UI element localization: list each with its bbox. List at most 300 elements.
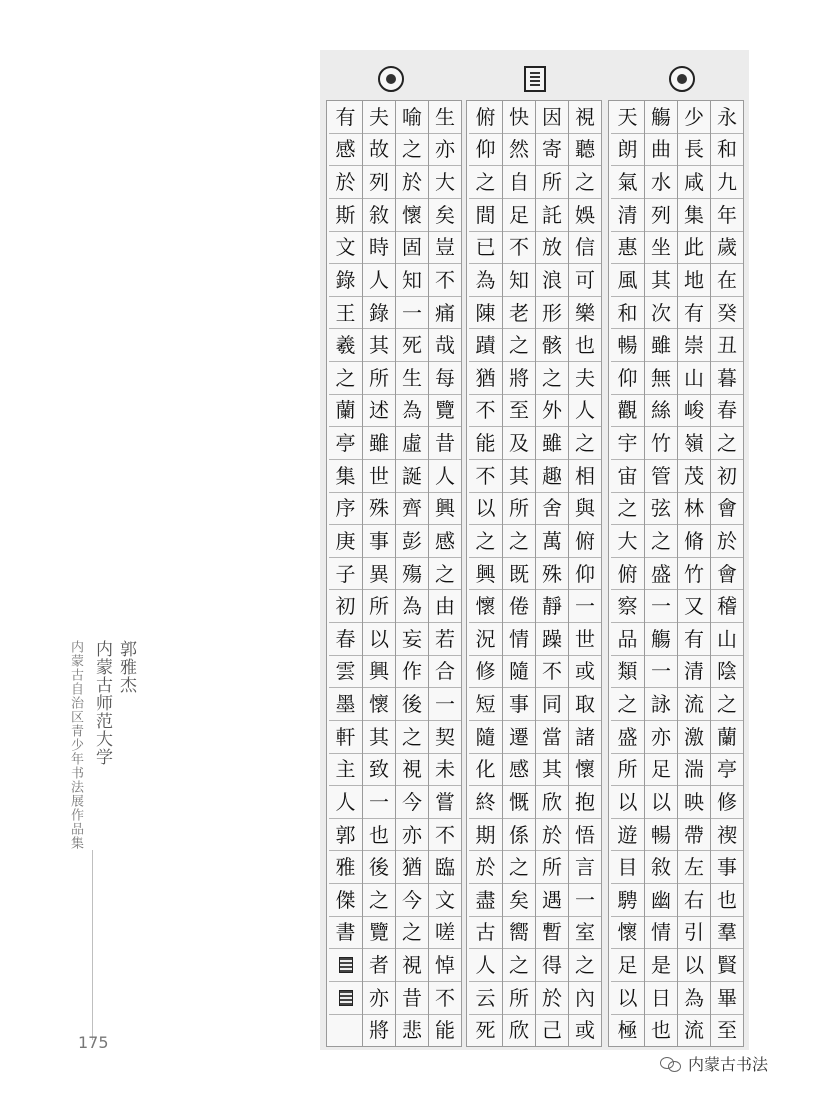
- grid-cell: 仰: [611, 362, 644, 395]
- grid-cell: 至: [717, 1018, 737, 1043]
- grid-cell: 有: [329, 101, 362, 134]
- grid-cell: 左: [678, 851, 710, 884]
- grid-cell: 以: [611, 982, 644, 1015]
- grid-cell: 嘗: [429, 786, 461, 819]
- grid-cell: [329, 1015, 362, 1047]
- grid-cell: 今: [396, 884, 428, 917]
- grid-cell: 一: [429, 688, 461, 721]
- grid-cell: 感: [329, 134, 362, 167]
- grid-cell: 可: [569, 264, 601, 297]
- grid-cell: 足: [611, 949, 644, 982]
- grid-cell: 不: [469, 460, 502, 493]
- grid-cell: 世: [363, 460, 395, 493]
- grid-cell: 事: [363, 525, 395, 558]
- grid-cell: 察: [611, 590, 644, 623]
- grid-cell: 水: [645, 166, 677, 199]
- grid-cell: 喻: [396, 101, 428, 134]
- grid-cell: 既: [503, 558, 535, 591]
- grid-cell: 信: [569, 232, 601, 265]
- grid-cell: 誕: [396, 460, 428, 493]
- grid-cell: 暢: [611, 329, 644, 362]
- watermark-text: 内蒙古书法: [688, 1055, 769, 1074]
- signature-seal-icon: [339, 957, 353, 973]
- grid-cell: 不: [429, 264, 461, 297]
- grid-cell: 之: [611, 688, 644, 721]
- grid-cell: 亦: [429, 134, 461, 167]
- grid-cell: 樂: [569, 297, 601, 330]
- grid-cell: 於: [536, 982, 568, 1015]
- grid-cell: 契: [429, 721, 461, 754]
- grid-cell: 也: [651, 1018, 671, 1043]
- author-name: 郭雅杰: [116, 640, 136, 694]
- grid-cell: 幽: [645, 884, 677, 917]
- grid-cell: 視: [569, 101, 601, 134]
- grid-cell: 羣: [711, 917, 743, 950]
- grid-cell: 期: [469, 819, 502, 852]
- grid-cell: 者: [363, 949, 395, 982]
- grid-cell: 山: [678, 362, 710, 395]
- grid-cell: 夫: [363, 101, 395, 134]
- grid-cell: 所: [611, 754, 644, 787]
- grid-cell: 致: [363, 754, 395, 787]
- grid-cell: 茂: [678, 460, 710, 493]
- grid-cell: 足: [503, 199, 535, 232]
- signature-seal-icon: [339, 990, 353, 1006]
- grid-panel-middle: [466, 100, 602, 1047]
- grid-cell: 坐: [645, 232, 677, 265]
- grid-cell: 類: [611, 656, 644, 689]
- grid-cell: 欣: [536, 786, 568, 819]
- grid-cell: 品: [611, 623, 644, 656]
- grid-cell: 妄: [396, 623, 428, 656]
- grid-cell: 人: [363, 264, 395, 297]
- grid-cell: 隨: [469, 721, 502, 754]
- calligraphy-artwork: [320, 50, 749, 1050]
- grid-cell: 未: [429, 754, 461, 787]
- grid-cell: 仰: [469, 134, 502, 167]
- grid-column: [428, 101, 461, 1046]
- grid-cell: 俯: [469, 101, 502, 134]
- grid-cell: 覽: [363, 917, 395, 950]
- grid-cell: 春: [329, 623, 362, 656]
- grid-cell: 諸: [569, 721, 601, 754]
- grid-cell: 庚: [329, 525, 362, 558]
- grid-cell: 將: [369, 1018, 389, 1043]
- grid-cell: 自: [503, 166, 535, 199]
- margin-divider: [92, 850, 93, 1040]
- grid-cell: 有: [678, 623, 710, 656]
- grid-cell: 之: [569, 949, 601, 982]
- grid-cell: 列: [645, 199, 677, 232]
- grid-cell: 不: [429, 982, 461, 1015]
- grid-cell: 之: [611, 493, 644, 526]
- grid-cell: 言: [569, 851, 601, 884]
- grid-cell: 集: [329, 460, 362, 493]
- grid-cell: 為: [396, 590, 428, 623]
- grid-cell: 脩: [678, 525, 710, 558]
- grid-cell: 所: [536, 851, 568, 884]
- grid-cell: 託: [536, 199, 568, 232]
- grid-cell: 氣: [611, 166, 644, 199]
- grid-cell: 俯: [611, 558, 644, 591]
- grid-cell: 以: [678, 949, 710, 982]
- grid-cell: 惠: [611, 232, 644, 265]
- grid-cell: 抱: [569, 786, 601, 819]
- grid-cell: 內: [569, 982, 601, 1015]
- grid-cell: 禊: [711, 819, 743, 852]
- grid-cell: 與: [569, 493, 601, 526]
- grid-cell: 盡: [469, 884, 502, 917]
- grid-cell: 倦: [503, 590, 535, 623]
- grid-cell: 觴: [645, 101, 677, 134]
- grid-cell: 殊: [536, 558, 568, 591]
- grid-cell: 之: [396, 134, 428, 167]
- grid-column: [677, 101, 710, 1046]
- grid-cell: 形: [536, 297, 568, 330]
- grid-cell: 之: [469, 166, 502, 199]
- grid-cell: 修: [469, 656, 502, 689]
- grid-cell: 書: [329, 917, 362, 950]
- grid-cell: 遊: [611, 819, 644, 852]
- grid-cell: 無: [645, 362, 677, 395]
- grid-cell: 事: [711, 851, 743, 884]
- grid-cell: 和: [611, 297, 644, 330]
- grid-cell: 感: [429, 525, 461, 558]
- grid-cell: 臨: [429, 851, 461, 884]
- grid-cell: 斯: [329, 199, 362, 232]
- grid-cell: 異: [363, 558, 395, 591]
- grid-cell: 極: [617, 1018, 638, 1043]
- grid-cell: 之: [645, 525, 677, 558]
- grid-cell: 仰: [569, 558, 601, 591]
- grid-cell: 事: [503, 688, 535, 721]
- grid-cell: 蘭: [711, 721, 743, 754]
- grid-cell: 羲: [329, 329, 362, 362]
- grid-cell: 視: [396, 949, 428, 982]
- grid-cell: 悟: [569, 819, 601, 852]
- grid-cell: 地: [678, 264, 710, 297]
- grid-cell: 當: [536, 721, 568, 754]
- grid-cell: 亭: [711, 754, 743, 787]
- grid-cell: 其: [536, 754, 568, 787]
- grid-cell: 靜: [536, 590, 568, 623]
- grid-cell: 崇: [678, 329, 710, 362]
- grid-cell: 終: [469, 786, 502, 819]
- grid-cell: 懷: [396, 199, 428, 232]
- grid-panel-right: [608, 100, 744, 1047]
- grid-cell: [329, 982, 362, 1015]
- grid-cell: 畢: [711, 982, 743, 1015]
- grid-cell: 之: [396, 917, 428, 950]
- grid-cell: 是: [645, 949, 677, 982]
- grid-cell: 興: [429, 493, 461, 526]
- margin-caption: [60, 640, 140, 1060]
- grid-cell: 一: [396, 297, 428, 330]
- grid-cell: 因: [536, 101, 568, 134]
- grid-column: [329, 101, 362, 1046]
- grid-cell: 不: [503, 232, 535, 265]
- grid-cell: 詠: [645, 688, 677, 721]
- grid-cell: 歲: [711, 232, 743, 265]
- grid-cell: 激: [678, 721, 710, 754]
- grid-cell: 感: [503, 754, 535, 787]
- grid-cell: 短: [469, 688, 502, 721]
- grid-cell: 林: [678, 493, 710, 526]
- grid-cell: 嶺: [678, 427, 710, 460]
- grid-cell: 賢: [711, 949, 743, 982]
- grid-cell: 有: [678, 297, 710, 330]
- grid-cell: 觴: [645, 623, 677, 656]
- grid-cell: 敘: [363, 199, 395, 232]
- grid-cell: 殤: [396, 558, 428, 591]
- grid-cell: 俯: [569, 525, 601, 558]
- grid-cell: 嗟: [429, 917, 461, 950]
- grid-cell: 丑: [711, 329, 743, 362]
- grid-cell: 弦: [645, 493, 677, 526]
- grid-cell: 為: [678, 982, 710, 1015]
- grid-cell: 文: [329, 232, 362, 265]
- grid-cell: 若: [429, 623, 461, 656]
- grid-cell: 之: [503, 949, 535, 982]
- grid-cell: 至: [503, 395, 535, 428]
- grid-cell: 其: [363, 329, 395, 362]
- grid-cell: 雅: [329, 851, 362, 884]
- grid-cell: 不: [429, 819, 461, 852]
- grid-cell: 盛: [611, 721, 644, 754]
- grid-cell: 一: [645, 590, 677, 623]
- grid-cell: 序: [329, 493, 362, 526]
- grid-cell: 慨: [503, 786, 535, 819]
- grid-cell: 骸: [536, 329, 568, 362]
- grid-cell: 以: [469, 493, 502, 526]
- grid-cell: 之: [396, 721, 428, 754]
- grid-cell: 趣: [536, 460, 568, 493]
- grid-cell: 宇: [611, 427, 644, 460]
- grid-panel-left: [326, 100, 462, 1047]
- grid-cell: 絲: [645, 395, 677, 428]
- grid-cell: 所: [503, 493, 535, 526]
- square-seal-icon: [524, 66, 546, 92]
- grid-cell: 躁: [536, 623, 568, 656]
- grid-cell: 錄: [329, 264, 362, 297]
- grid-cell: 後: [396, 688, 428, 721]
- grid-cell: 時: [363, 232, 395, 265]
- grid-cell: 所: [536, 166, 568, 199]
- grid-cell: 和: [711, 134, 743, 167]
- grid-cell: 主: [329, 754, 362, 787]
- grid-column: [395, 101, 428, 1046]
- grid-column: [469, 101, 502, 1046]
- grid-cell: 云: [469, 982, 502, 1015]
- watermark: [660, 1052, 768, 1075]
- grid-cell: 天: [611, 101, 644, 134]
- grid-cell: 之: [711, 688, 743, 721]
- grid-cell: 懷: [363, 688, 395, 721]
- grid-cell: 悲: [402, 1018, 422, 1043]
- grid-cell: 春: [711, 395, 743, 428]
- grid-cell: 稽: [711, 590, 743, 623]
- grid-cell: 矣: [429, 199, 461, 232]
- grid-cell: 放: [536, 232, 568, 265]
- grid-cell: 竹: [678, 558, 710, 591]
- round-seal-icon: [669, 66, 695, 92]
- grid-cell: 流: [678, 688, 710, 721]
- grid-cell: 人: [469, 949, 502, 982]
- grid-cell: 覽: [429, 395, 461, 428]
- grid-cell: 宙: [611, 460, 644, 493]
- grid-cell: 遷: [503, 721, 535, 754]
- grid-cell: 之: [536, 362, 568, 395]
- grid-cell: 及: [503, 427, 535, 460]
- grid-cell: 悼: [429, 949, 461, 982]
- grid-cell: 初: [711, 460, 743, 493]
- grid-cell: 足: [645, 754, 677, 787]
- grid-cell: 不: [536, 656, 568, 689]
- grid-cell: 昔: [429, 427, 461, 460]
- grid-cell: 癸: [711, 297, 743, 330]
- grid-cell: 峻: [678, 395, 710, 428]
- grid-cell: 所: [363, 590, 395, 623]
- grid-cell: 由: [429, 590, 461, 623]
- grid-cell: 咸: [678, 166, 710, 199]
- grid-column: [611, 101, 644, 1046]
- grid-cell: 也: [711, 884, 743, 917]
- grid-cell: 會: [711, 493, 743, 526]
- grid-cell: 王: [329, 297, 362, 330]
- grid-cell: 長: [678, 134, 710, 167]
- grid-cell: 固: [396, 232, 428, 265]
- grid-column: [644, 101, 677, 1046]
- grid-cell: 觀: [611, 395, 644, 428]
- grid-cell: 又: [678, 590, 710, 623]
- grid-cell: [329, 949, 362, 982]
- grid-cell: 清: [678, 656, 710, 689]
- grid-cell: 映: [678, 786, 710, 819]
- grid-cell: 懷: [469, 590, 502, 623]
- grid-cell: 之: [329, 362, 362, 395]
- grid-cell: 一: [645, 656, 677, 689]
- grid-cell: 此: [678, 232, 710, 265]
- grid-cell: 死: [396, 329, 428, 362]
- grid-cell: 雖: [363, 427, 395, 460]
- grid-cell: 猶: [396, 851, 428, 884]
- grid-cell: 雖: [645, 329, 677, 362]
- grid-cell: 清: [611, 199, 644, 232]
- grid-cell: 之: [503, 329, 535, 362]
- grid-cell: 曲: [645, 134, 677, 167]
- grid-cell: 懷: [611, 917, 644, 950]
- grid-cell: 一: [569, 884, 601, 917]
- grid-cell: 聽: [569, 134, 601, 167]
- grid-cell: 一: [363, 786, 395, 819]
- grid-cell: 虛: [396, 427, 428, 460]
- grid-cell: 墨: [329, 688, 362, 721]
- grid-cell: 暮: [711, 362, 743, 395]
- grid-cell: 以: [611, 786, 644, 819]
- grid-cell: 文: [429, 884, 461, 917]
- grid-cell: 同: [536, 688, 568, 721]
- grid-cell: 之: [429, 558, 461, 591]
- grid-cell: 盛: [645, 558, 677, 591]
- grid-cell: 快: [503, 101, 535, 134]
- grid-cell: 知: [503, 264, 535, 297]
- grid-cell: 嚮: [503, 917, 535, 950]
- grid-cell: 欣: [509, 1018, 529, 1043]
- grid-cell: 古: [469, 917, 502, 950]
- grid-cell: 死: [475, 1018, 496, 1043]
- grid-cell: 之: [469, 525, 502, 558]
- grid-cell: 生: [429, 101, 461, 134]
- grid-cell: 其: [503, 460, 535, 493]
- grid-cell: 生: [396, 362, 428, 395]
- grid-cell: 亭: [329, 427, 362, 460]
- grid-cell: 山: [711, 623, 743, 656]
- grid-cell: 之: [569, 427, 601, 460]
- grid-cell: 所: [503, 982, 535, 1015]
- grid-cell: 齊: [396, 493, 428, 526]
- grid-cell: 於: [711, 525, 743, 558]
- grid-cell: 初: [329, 590, 362, 623]
- grid-cell: 騁: [611, 884, 644, 917]
- grid-cell: 萬: [536, 525, 568, 558]
- grid-cell: 亦: [645, 721, 677, 754]
- grid-cell: 帶: [678, 819, 710, 852]
- grid-cell: 年: [711, 199, 743, 232]
- grid-cell: 取: [569, 688, 601, 721]
- grid-cell: 於: [396, 166, 428, 199]
- grid-cell: 作: [396, 656, 428, 689]
- grid-cell: 哉: [429, 329, 461, 362]
- grid-cell: 以: [363, 623, 395, 656]
- grid-cell: 後: [363, 851, 395, 884]
- grid-cell: 寄: [536, 134, 568, 167]
- grid-cell: 大: [611, 525, 644, 558]
- grid-cell: 已: [469, 232, 502, 265]
- grid-cell: 娛: [569, 199, 601, 232]
- grid-cell: 所: [363, 362, 395, 395]
- grid-cell: 將: [503, 362, 535, 395]
- grid-cell: 之: [503, 525, 535, 558]
- grid-cell: 豈: [429, 232, 461, 265]
- grid-cell: 隨: [503, 656, 535, 689]
- grid-cell: 然: [503, 134, 535, 167]
- grid-cell: 也: [363, 819, 395, 852]
- grid-cell: 或: [575, 1018, 595, 1043]
- grid-cell: 情: [503, 623, 535, 656]
- grid-cell: 其: [363, 721, 395, 754]
- grid-cell: 世: [569, 623, 601, 656]
- grid-cell: 之: [503, 851, 535, 884]
- grid-cell: 懷: [569, 754, 601, 787]
- grid-cell: 右: [678, 884, 710, 917]
- grid-cell: 係: [503, 819, 535, 852]
- grid-cell: 陳: [469, 297, 502, 330]
- grid-cell: 少: [678, 101, 710, 134]
- grid-cell: 矣: [503, 884, 535, 917]
- grid-cell: 間: [469, 199, 502, 232]
- grid-cell: 永: [711, 101, 743, 134]
- grid-cell: 日: [645, 982, 677, 1015]
- author-school: 内蒙古师范大学: [92, 640, 112, 766]
- grid-column: [710, 101, 743, 1046]
- grid-cell: 子: [329, 558, 362, 591]
- grid-cell: 故: [363, 134, 395, 167]
- grid-cell: 痛: [429, 297, 461, 330]
- grid-cell: 室: [569, 917, 601, 950]
- grid-column: [502, 101, 535, 1046]
- grid-cell: 蹟: [469, 329, 502, 362]
- grid-cell: 每: [429, 362, 461, 395]
